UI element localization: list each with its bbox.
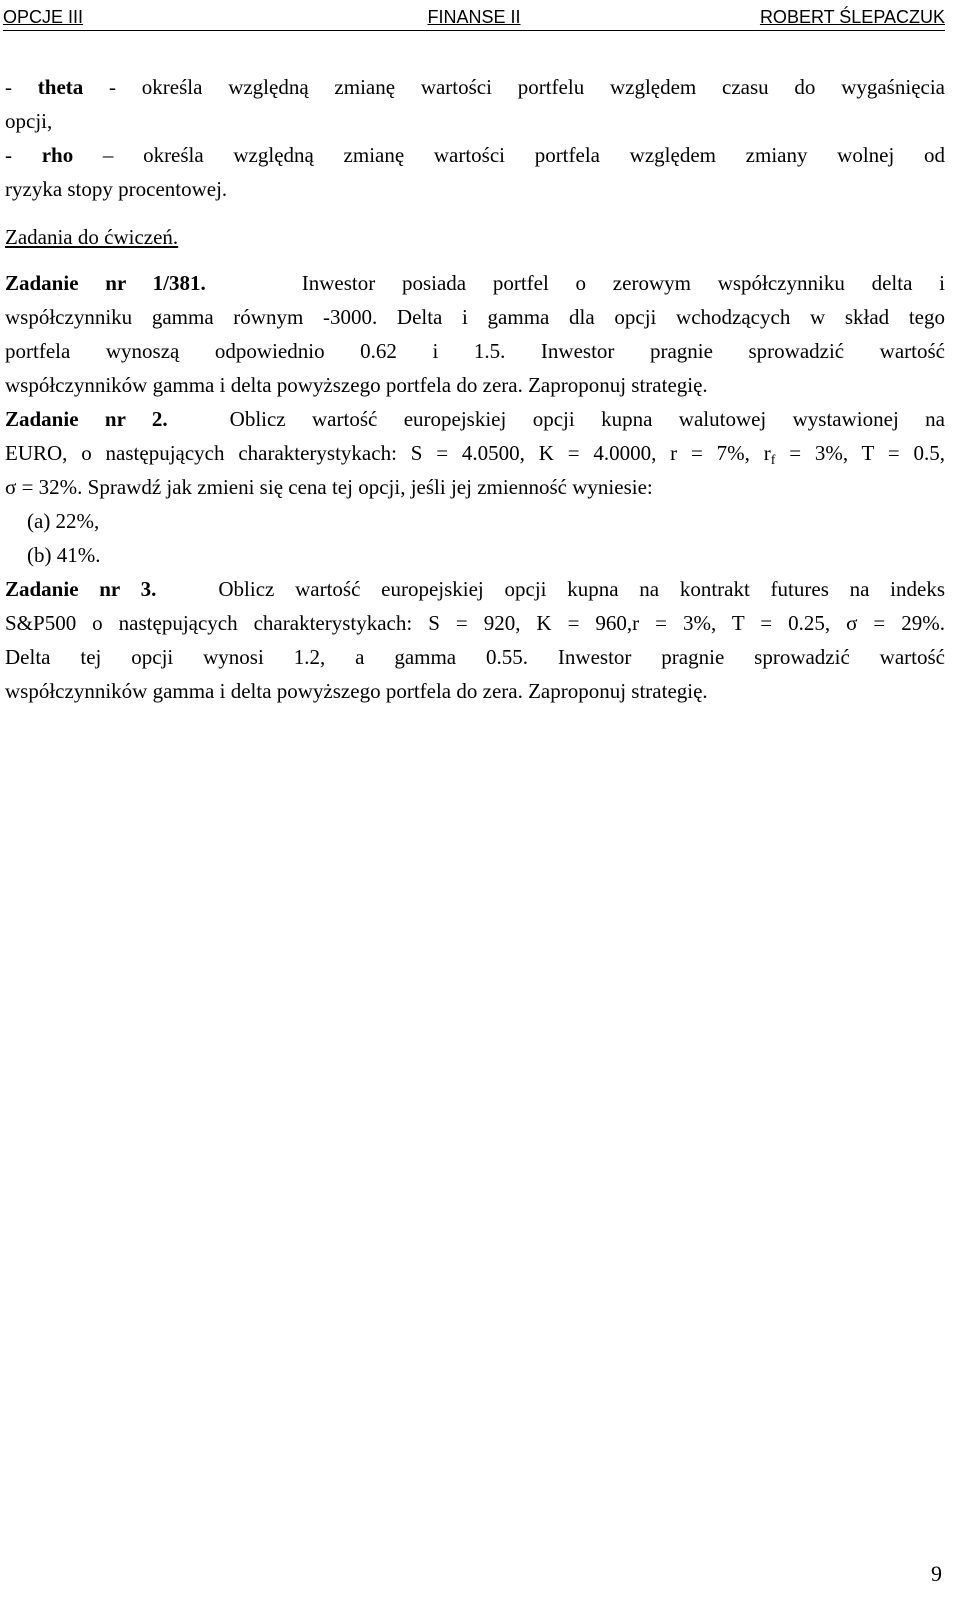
rho-line: - rho – określa względną zmianę wartości portfela względem zmiany wolnej od	[5, 143, 945, 167]
header-center: FINANSE II	[427, 7, 521, 27]
task1-line1: Zadanie nr 1/381. Inwestor posiada portfel o zerowym współczynniku delta i	[5, 271, 945, 295]
section-title: Zadania do ćwiczeń.	[5, 225, 179, 249]
rho-line-2: ryzyka stopy procentowej.	[5, 177, 228, 201]
theta-line: - theta - określa względną zmianę wartości portfelu względem czasu do wygaśnięcia	[5, 75, 945, 99]
task2-line3: σ = 32%. Sprawdź jak zmieni się cena tej opcji, jeśli jej zmienność wyniesie:	[5, 475, 653, 499]
page-header	[3, 4, 945, 31]
task2-label: Zadanie nr 2.	[5, 407, 168, 431]
task1-label: Zadanie nr 1/381.	[5, 271, 206, 295]
task2-option-a: (a) 22%,	[27, 509, 100, 533]
header-right: ROBERT ŚLEPACZUK	[759, 7, 945, 27]
header-left: OPCJE III	[3, 7, 84, 27]
rho-term: rho	[41, 143, 74, 167]
task2-line2: EURO, o następujących charakterystykach: S = 4.0500, K = 4.0000, r = 7%, $r_f = 3\%$, T = 0.5,	[5, 441, 945, 468]
theta-term: theta	[37, 75, 84, 99]
task3-label: Zadanie nr 3.	[5, 577, 157, 601]
task3-line3: Delta tej opcji wynosi 1.2, a gamma 0.55. Inwestor pragnie sprowadzić wartość	[5, 645, 945, 669]
task3-line1: Zadanie nr 3. Oblicz wartość europejskiej opcji kupna na kontrakt futures na indeks	[5, 577, 945, 601]
task3-line4: współczynników gamma i delta powyższego portfela do zera. Zaproponuj strategię.	[5, 679, 708, 703]
task1-line3: portfela wynoszą odpowiednio 0.62 i 1.5. Inwestor pragnie sprowadzić wartość	[5, 339, 945, 363]
task3-line2: S&P500 o następujących charakterystykach: S = 920, K = 960,r = 3%, T = 0.25, σ = 29%.	[5, 611, 945, 635]
task2-line1: Zadanie nr 2. Oblicz wartość europejskiej opcji kupna walutowej wystawionej na	[5, 407, 945, 431]
page-number: 9	[931, 1561, 942, 1586]
task1-line2: współczynniku gamma równym -3000. Delta i gamma dla opcji wchodzących w skład tego	[5, 305, 945, 329]
task2-option-b: (b) 41%.	[27, 543, 101, 567]
theta-line-2: opcji,	[5, 109, 53, 133]
task1-line4: współczynników gamma i delta powyższego portfela do zera. Zaproponuj strategię.	[5, 373, 708, 397]
